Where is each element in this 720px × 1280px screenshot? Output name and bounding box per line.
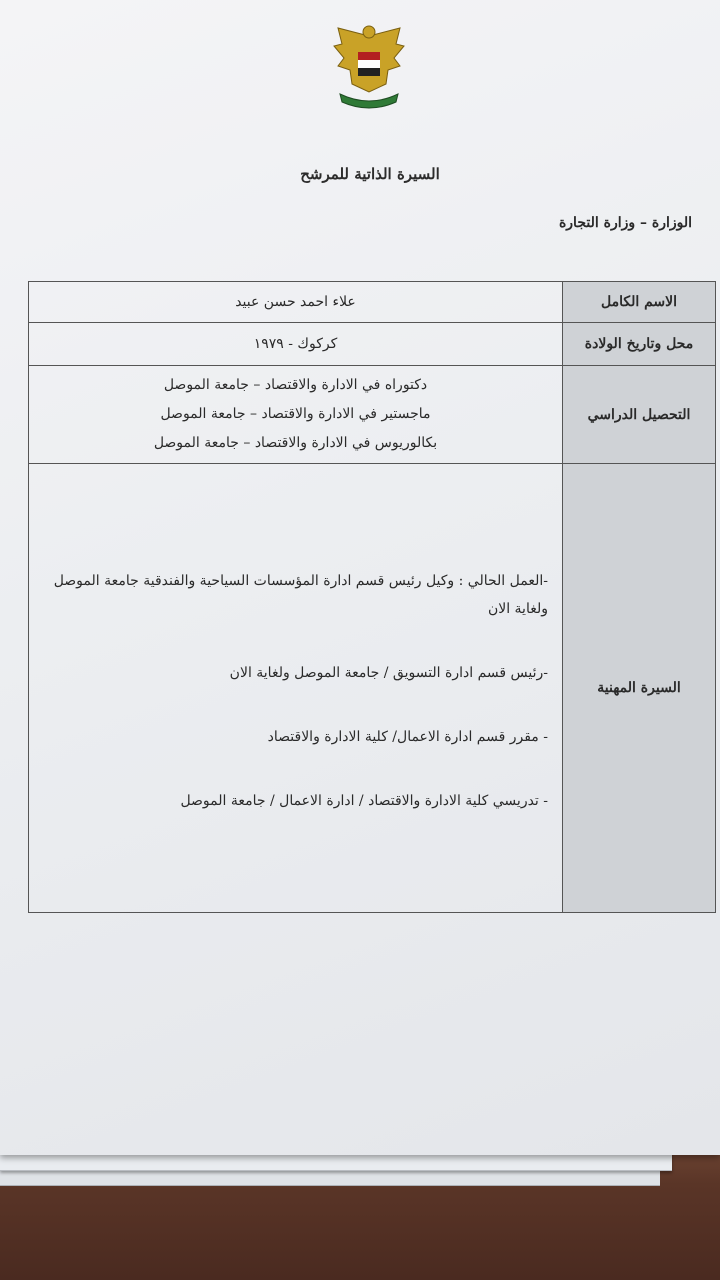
name-label: الاسم الكامل (563, 282, 716, 323)
career-item: -العمل الحالي : وكيل رئيس قسم ادارة المؤسسات السياحية والفندقية جامعة الموصل ولغاية الان (53, 573, 548, 617)
career-item: -رئيس قسم ادارة التسويق / جامعة الموصل ولغاية الان (229, 665, 548, 681)
ministry-line: الوزارة – وزارة التجارة (558, 215, 692, 231)
iraq-coat-of-arms-icon (330, 22, 408, 112)
name-value: علاء احمد حسن عبيد (29, 282, 563, 323)
table-row (29, 323, 716, 366)
education-item: بكالوريوس في الادارة والاقتصاد – جامعة الموصل (153, 435, 438, 451)
birth-label: محل وتاريخ الولادة (563, 323, 716, 366)
career-label: السيرة المهنية (563, 464, 716, 913)
document-title: السيرة الذاتية للمرشح (300, 165, 440, 183)
career-item: - تدريسي كلية الادارة والاقتصاد / ادارة الاعمال / جامعة الموصل (180, 793, 548, 809)
career-cell (29, 464, 563, 913)
table-row (29, 282, 716, 323)
birth-value: كركوك - ١٩٧٩ (29, 323, 563, 366)
education-item: دكتوراه في الادارة والاقتصاد – جامعة الموصل (163, 377, 428, 393)
education-label: التحصيل الدراسي (563, 366, 716, 464)
table-row (29, 366, 716, 464)
cv-table (28, 281, 716, 913)
education-item: ماجستير في الادارة والاقتصاد – جامعة الموصل (160, 406, 431, 422)
education-cell (29, 366, 563, 464)
table-row (29, 464, 716, 913)
career-item: - مقرر قسم ادارة الاعمال/ كلية الادارة والاقتصاد (267, 729, 548, 745)
